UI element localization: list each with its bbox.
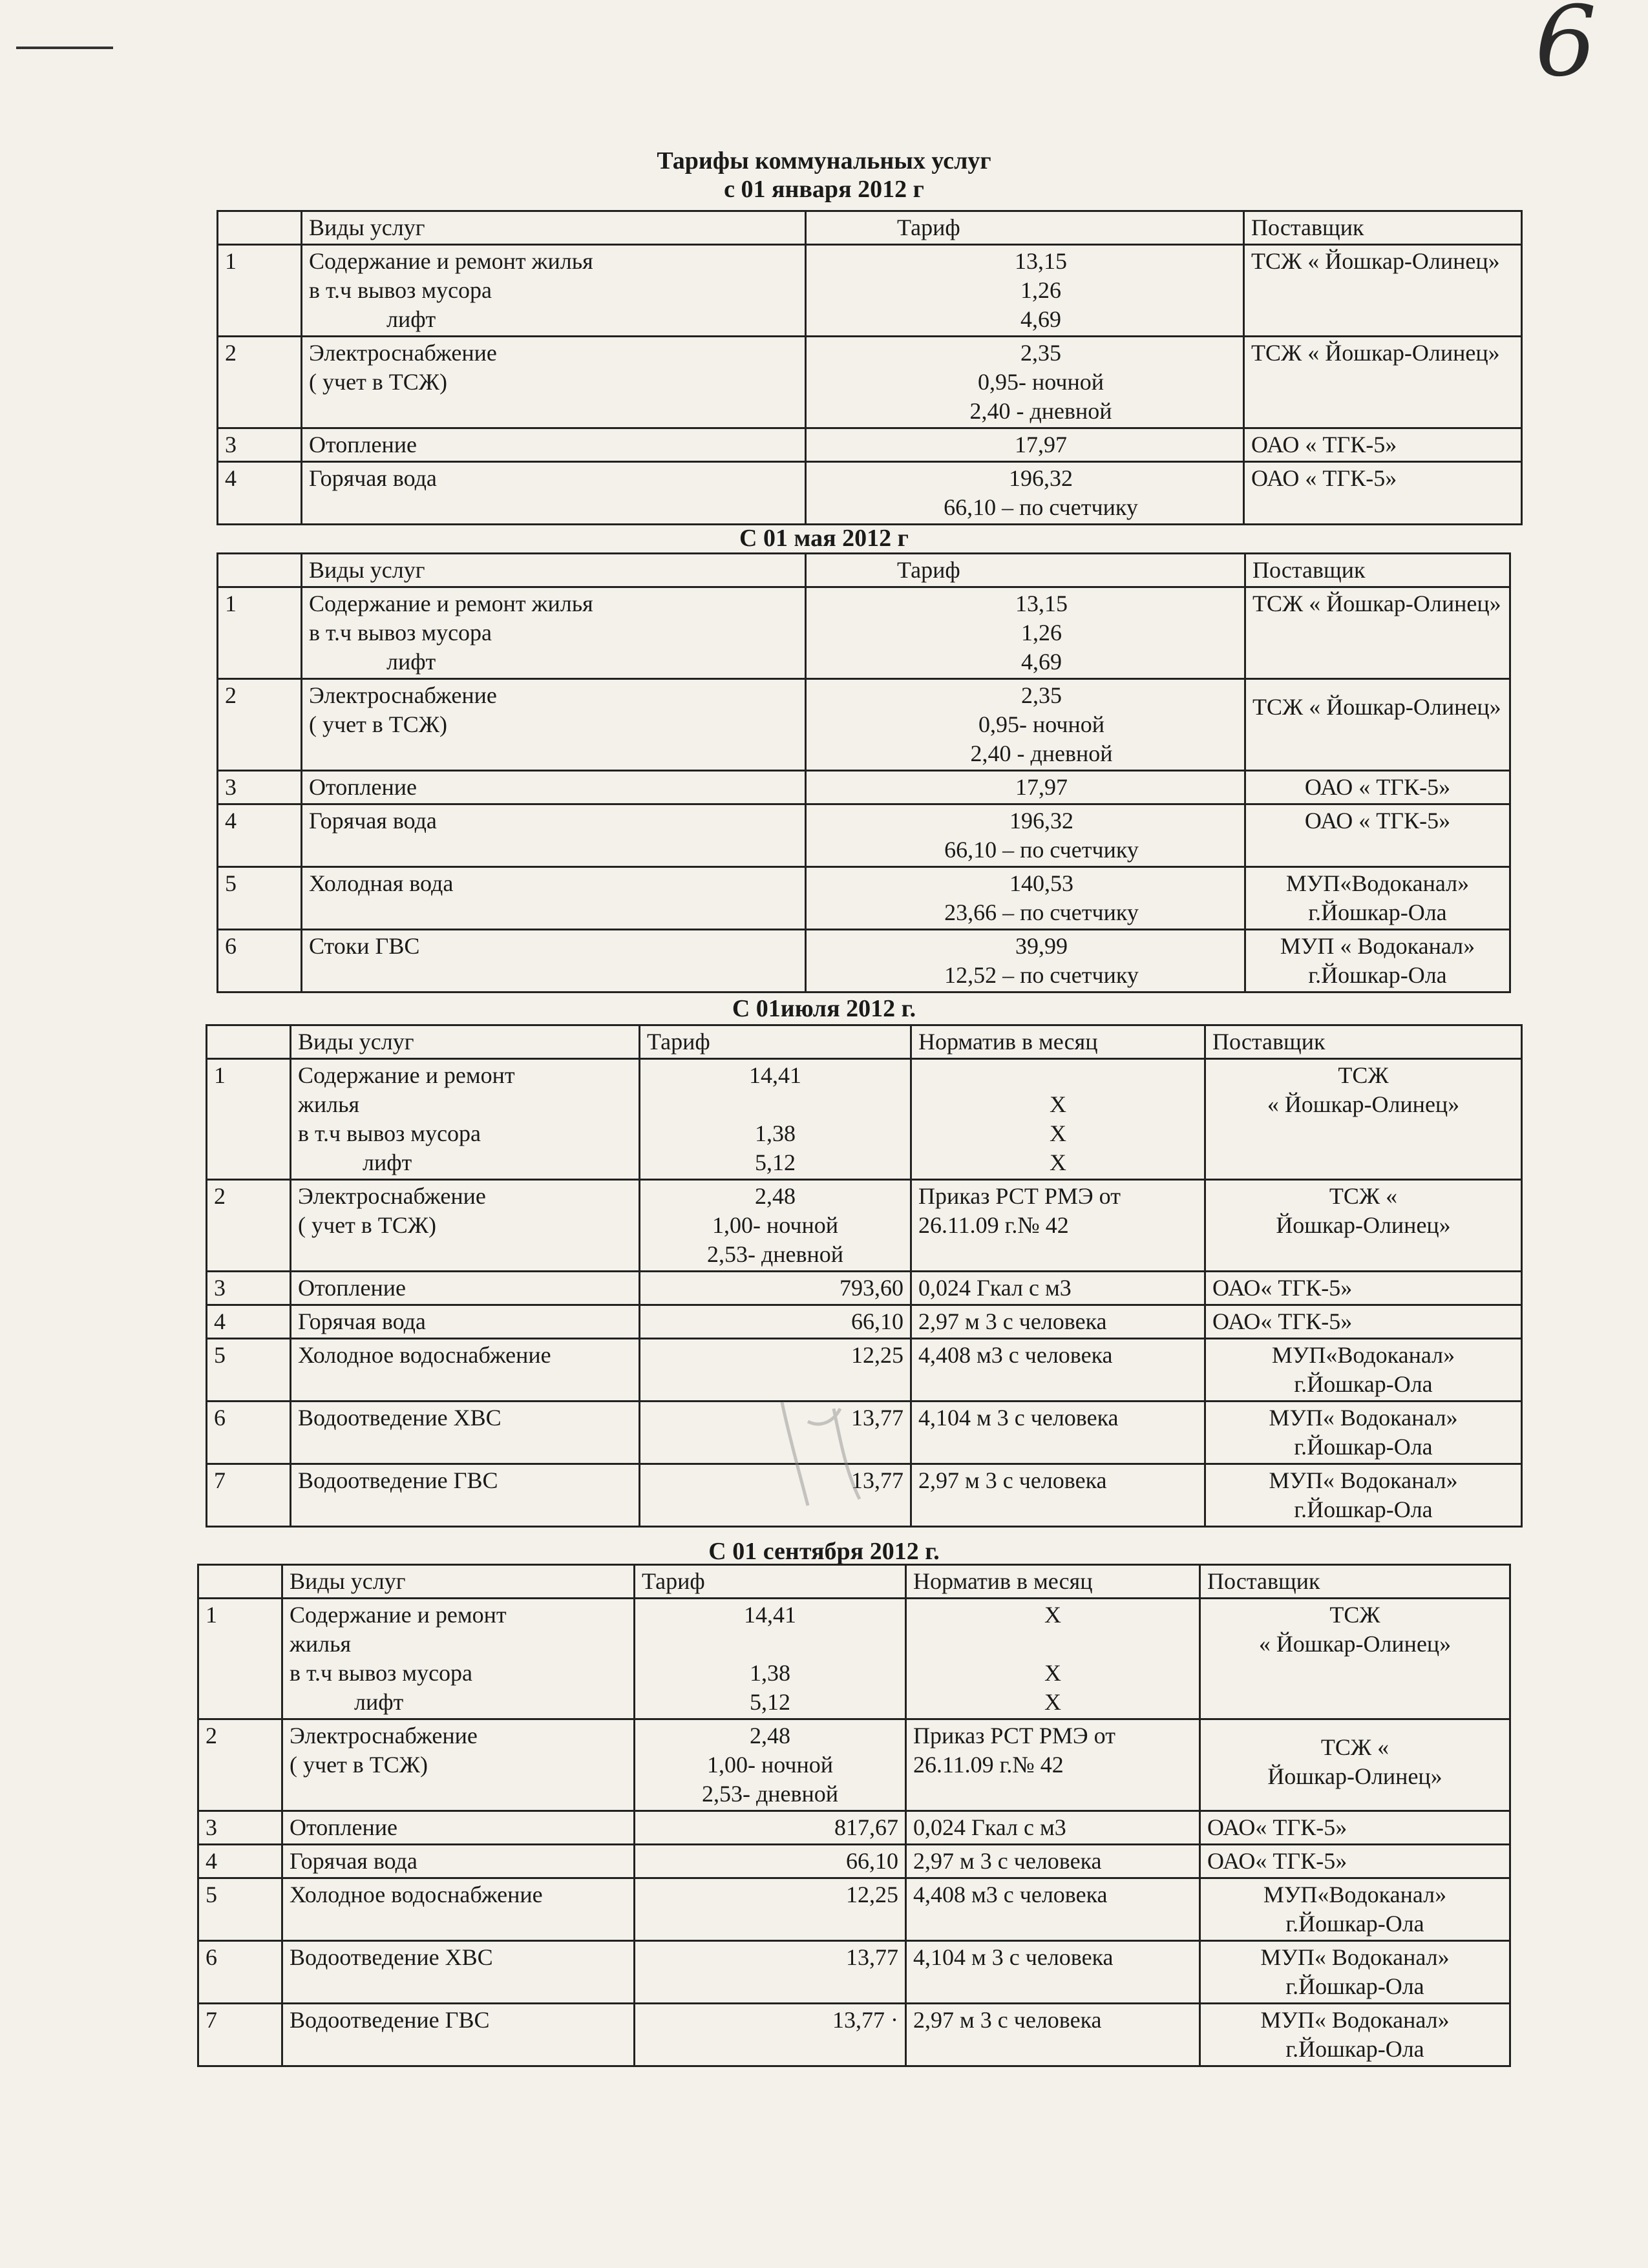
table-row: 3 Отопление 817,67 0,024 Гкал с м3 ОАО« ТГК-5» (198, 1811, 1510, 1845)
table-row: 6 Водоотведение ХВС 13,77 4,104 м 3 с человека МУП« Водоканал» г.Йошкар-Ола (198, 1941, 1510, 2004)
handwritten-page-number: 6 (1535, 0, 1597, 98)
table-row: 3 Отопление 17,97 ОАО « ТГК-5» (218, 428, 1522, 462)
table-row: 2 Электроснабжение ( учет в ТСЖ) 2,35 0,95- ночной 2,40 - дневной ТСЖ « Йошкар-Олинец» (218, 337, 1522, 428)
section-title-may: С 01 мая 2012 г (739, 525, 909, 552)
table-row: 1 Содержание и ремонт жилья в т.ч вывоз мусора лифт 14,41 1,38 5,12 Х Х Х ТСЖ « Йошкар-Олинец» (207, 1059, 1522, 1180)
table-row: 6 Водоотведение ХВС 13,77 4,104 м 3 с человека МУП« Водоканал» г.Йошкар-Ола (207, 1402, 1522, 1464)
table-row: 1 Содержание и ремонт жилья в т.ч вывоз мусора лифт 13,15 1,26 4,69 ТСЖ « Йошкар-Олинец» (218, 587, 1510, 679)
table-row: 1 Содержание и ремонт жилья в т.ч вывоз мусора лифт 13,15 1,26 4,69 ТСЖ « Йошкар-Олинец» (218, 245, 1522, 337)
table-row: 5 Холодная вода 140,53 23,66 – по счетчику МУП«Водоканал» г.Йошкар-Ола (218, 867, 1510, 930)
table-row: 7 Водоотведение ГВС 13,77 2,97 м 3 с человека МУП« Водоканал» г.Йошкар-Ола (207, 1464, 1522, 1527)
table-header: Виды услуг Тариф Норматив в месяц Поставщик (198, 1565, 1510, 1599)
table-row: 4 Горячая вода 66,10 2,97 м 3 с человека ОАО« ТГК-5» (198, 1845, 1510, 1878)
table-row: 2 Электроснабжение ( учет в ТСЖ) 2,48 1,00- ночной 2,53- дневной Приказ РСТ РМЭ от 26.11.09 г.№ 42 ТСЖ « Йошкар-Олинец» (198, 1719, 1510, 1811)
tariff-table-may (217, 552, 1511, 993)
table-row: 4 Горячая вода 66,10 2,97 м 3 с человека ОАО« ТГК-5» (207, 1305, 1522, 1339)
tariff-table-january (217, 210, 1523, 525)
table-row: 6 Стоки ГВС 39,99 12,52 – по счетчику МУП « Водоканал» г.Йошкар-Ола (218, 930, 1510, 992)
section-title-september: С 01 сентября 2012 г. (708, 1538, 940, 1565)
table-row: 5 Холодное водоснабжение 12,25 4,408 м3 с человека МУП«Водоканал» г.Йошкар-Ола (198, 1878, 1510, 1941)
doc-title-line2: с 01 января 2012 г (724, 176, 924, 203)
table-row: 2 Электроснабжение ( учет в ТСЖ) 2,35 0,95- ночной 2,40 - дневной ТСЖ « Йошкар-Олинец» (218, 679, 1510, 771)
corner-mark (16, 47, 113, 49)
signature-mark (763, 1383, 879, 1512)
table-row: 4 Горячая вода 196,32 66,10 – по счетчику ОАО « ТГК-5» (218, 804, 1510, 867)
table-header: Виды услуг Тариф Поставщик (218, 211, 1522, 245)
table-row: 4 Горячая вода 196,32 66,10 – по счетчику ОАО « ТГК-5» (218, 462, 1522, 525)
table-row: 3 Отопление 17,97 ОАО « ТГК-5» (218, 771, 1510, 804)
table-header: Виды услуг Тариф Норматив в месяц Поставщик (207, 1025, 1522, 1059)
table-row: 1 Содержание и ремонт жилья в т.ч вывоз мусора лифт 14,41 1,38 5,12 Х Х Х ТСЖ « Йошкар-Олинец» (198, 1599, 1510, 1719)
section-title-july: С 01июля 2012 г. (732, 995, 916, 1022)
tariff-table-september (197, 1564, 1511, 2067)
table-row: 2 Электроснабжение ( учет в ТСЖ) 2,48 1,00- ночной 2,53- дневной Приказ РСТ РМЭ от 26.11.09 г.№ 42 ТСЖ « Йошкар-Олинец» (207, 1180, 1522, 1272)
table-row: 5 Холодное водоснабжение 12,25 4,408 м3 с человека МУП«Водоканал» г.Йошкар-Ола (207, 1339, 1522, 1402)
table-row: 7 Водоотведение ГВС 13,77 · 2,97 м 3 с человека МУП« Водоканал» г.Йошкар-Ола (198, 2004, 1510, 2066)
table-row: 3 Отопление 793,60 0,024 Гкал с м3 ОАО« ТГК-5» (207, 1272, 1522, 1305)
table-header: Виды услуг Тариф Поставщик (218, 554, 1510, 587)
doc-title-line1: Тарифы коммунальных услуг (657, 147, 991, 174)
